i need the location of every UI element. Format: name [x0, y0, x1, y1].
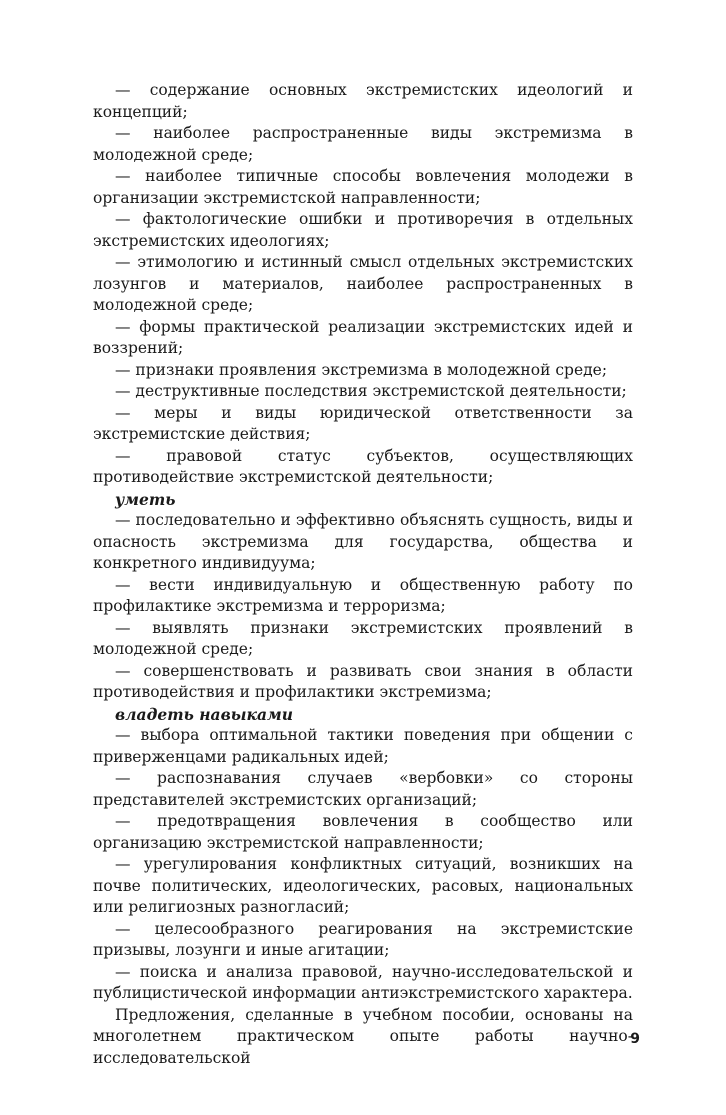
list-item: — распознавания случаев «вербовки» со стороны представителей экстремистских организаций;	[93, 769, 633, 809]
list-item: — предотвращения вовлечения в сообщество или организацию экстремистской направленности;	[93, 812, 633, 852]
list-item: — наиболее типичные способы вовлечения молодежи в организации экстремистской направленности;	[93, 167, 633, 207]
section-heading: владеть навыками	[115, 704, 294, 724]
list-item: — признаки проявления экстремизма в молодежной среде;	[115, 360, 608, 379]
list-item: Предложения, сделанные в учебном пособии, основаны на многолетнем практическом опыте работы научно-исследовательской	[93, 1005, 633, 1067]
list-item: — меры и виды юридической ответственности за экстремистские действия;	[93, 403, 633, 443]
list-item: — вести индивидуальную и общественную работу по профилактике экстремизма и терроризма;	[93, 575, 633, 615]
list-item: — выявлять признаки экстремистских проявлений в молодежной среде;	[93, 618, 633, 658]
page-number: 9	[630, 1031, 640, 1047]
list-item: — содержание основных экстремистских идеологий и концепций;	[93, 81, 633, 121]
list-item: — целесообразного реагирования на экстремистские призывы, лозунги и иные агитации;	[93, 919, 633, 959]
list-item: — правовой статус субъектов, осуществляющих противодействие экстремистской деятельности;	[93, 446, 633, 486]
list-item: — деструктивные последствия экстремистской деятельности;	[115, 382, 627, 400]
list-item: — последовательно и эффективно объяснять сущность, виды и опасность экстремизма для государства, общества и конкретного индивидуума;	[93, 511, 633, 572]
section-heading: уметь	[115, 489, 176, 509]
list-item: — урегулирования конфликтных ситуаций, возникших на почве политических, идеологических, расовых, национальных или религиозных разногласий;	[93, 855, 633, 916]
list-item: — формы практической реализации экстремистских идей и воззрений;	[93, 317, 633, 357]
list-item: — совершенствовать и развивать свои знания в области противодействия и профилактики экстремизма;	[93, 661, 633, 701]
list-item: — фактологические ошибки и противоречия в отдельных экстремистских идеологиях;	[93, 210, 633, 250]
body-text	[93, 80, 633, 1069]
list-item: — этимологию и истинный смысл отдельных экстремистских лозунгов и материалов, наиболее распространенных в молодежной среде;	[93, 253, 633, 314]
list-item: — наиболее распространенные виды экстремизма в молодежной среде;	[93, 124, 633, 164]
list-item: — поиска и анализа правовой, научно-исследовательской и публицистической информации антиэкстремистского характера.	[93, 962, 633, 1002]
list-item: — выбора оптимальной тактики поведения при общении с приверженцами радикальных идей;	[93, 726, 633, 766]
